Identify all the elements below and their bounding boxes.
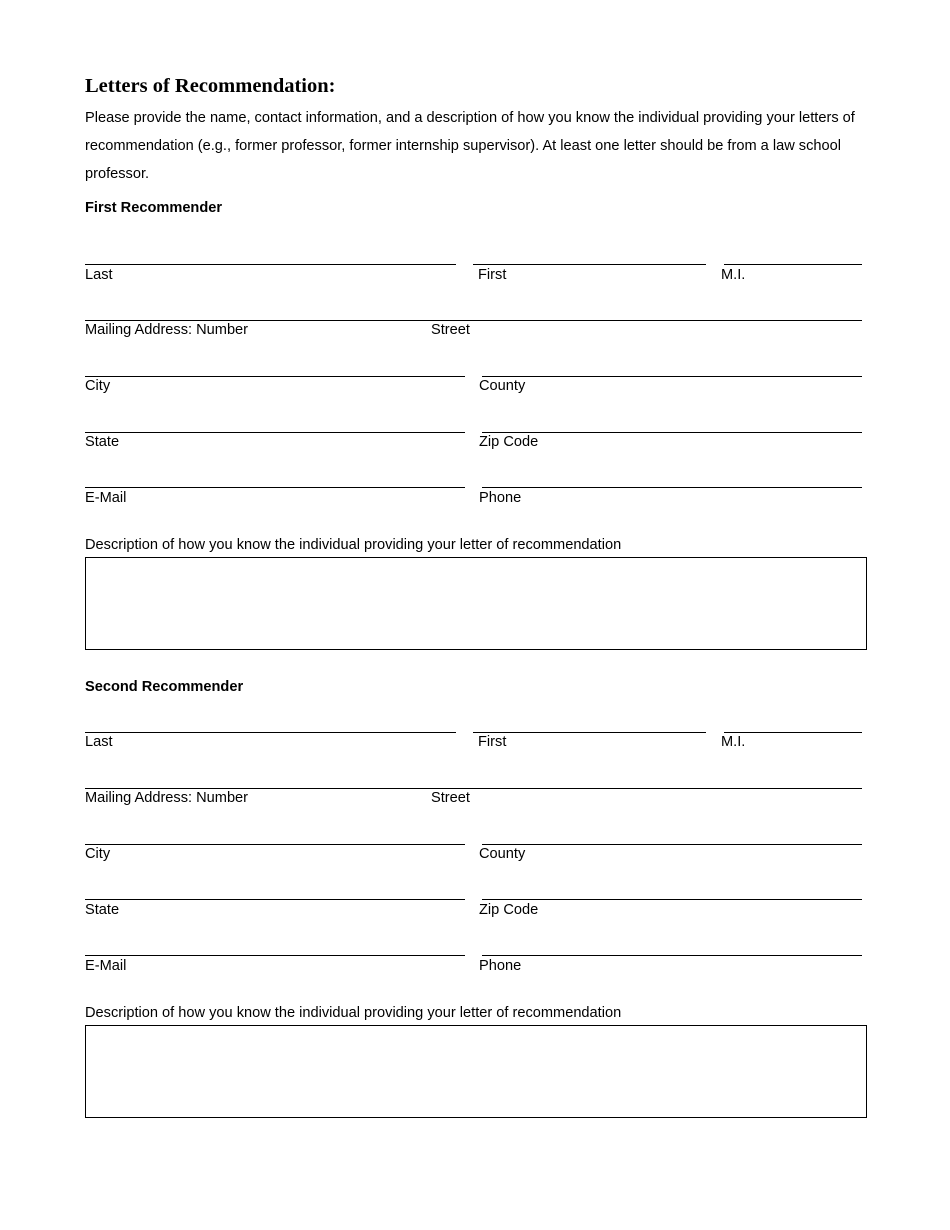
- second-first-name-field[interactable]: [473, 732, 706, 733]
- first-description-box[interactable]: [85, 557, 867, 650]
- first-last-name-field[interactable]: [85, 264, 456, 265]
- second-description-box[interactable]: [85, 1025, 867, 1118]
- first-mi-field[interactable]: [724, 264, 862, 265]
- first-city-field[interactable]: [85, 376, 465, 377]
- second-mailing-number-label: Mailing Address: Number: [85, 790, 249, 806]
- second-state-field[interactable]: [85, 899, 465, 900]
- first-city-label: City: [85, 378, 111, 394]
- first-zip-field[interactable]: [482, 432, 862, 433]
- second-first-label: First: [478, 734, 507, 750]
- first-phone-field[interactable]: [482, 487, 862, 488]
- first-county-label: County: [479, 378, 526, 394]
- second-phone-field[interactable]: [482, 955, 862, 956]
- first-state-field[interactable]: [85, 432, 465, 433]
- second-phone-label: Phone: [479, 958, 522, 974]
- first-mi-label: M.I.: [721, 267, 746, 283]
- first-mailing-number-label: Mailing Address: Number: [85, 322, 249, 338]
- first-email-field[interactable]: [85, 487, 465, 488]
- second-description-label: Description of how you know the individual providing your letter of recommendation: [85, 1005, 622, 1021]
- second-mi-label: M.I.: [721, 734, 746, 750]
- second-state-label: State: [85, 902, 120, 918]
- second-zip-label: Zip Code: [479, 902, 539, 918]
- second-zip-field[interactable]: [482, 899, 862, 900]
- first-zip-label: Zip Code: [479, 434, 539, 450]
- second-county-field[interactable]: [482, 844, 862, 845]
- second-last-name-field[interactable]: [85, 732, 456, 733]
- second-city-label: City: [85, 846, 111, 862]
- first-last-label: Last: [85, 267, 113, 283]
- first-email-label: E-Mail: [85, 490, 127, 506]
- second-mi-field[interactable]: [724, 732, 862, 733]
- second-email-label: E-Mail: [85, 958, 127, 974]
- second-email-field[interactable]: [85, 955, 465, 956]
- intro-paragraph: Please provide the name, contact information, and a description of how you know the individual providing your letters of recommendation (e.g., former professor, former internship supervisor). At least one letter should be from a law school professor.: [85, 110, 855, 182]
- first-state-label: State: [85, 434, 120, 450]
- first-mailing-address-field[interactable]: [85, 320, 862, 321]
- second-county-label: County: [479, 846, 526, 862]
- first-first-name-field[interactable]: [473, 264, 706, 265]
- second-mailing-address-field[interactable]: [85, 788, 862, 789]
- first-recommender-heading: First Recommender: [85, 200, 223, 216]
- first-first-label: First: [478, 267, 507, 283]
- second-street-label: Street: [431, 790, 470, 806]
- page-title: Letters of Recommendation:: [85, 75, 336, 97]
- first-phone-label: Phone: [479, 490, 522, 506]
- second-recommender-heading: Second Recommender: [85, 679, 244, 695]
- first-description-label: Description of how you know the individual providing your letter of recommendation: [85, 537, 622, 553]
- second-city-field[interactable]: [85, 844, 465, 845]
- first-street-label: Street: [431, 322, 470, 338]
- first-county-field[interactable]: [482, 376, 862, 377]
- second-last-label: Last: [85, 734, 113, 750]
